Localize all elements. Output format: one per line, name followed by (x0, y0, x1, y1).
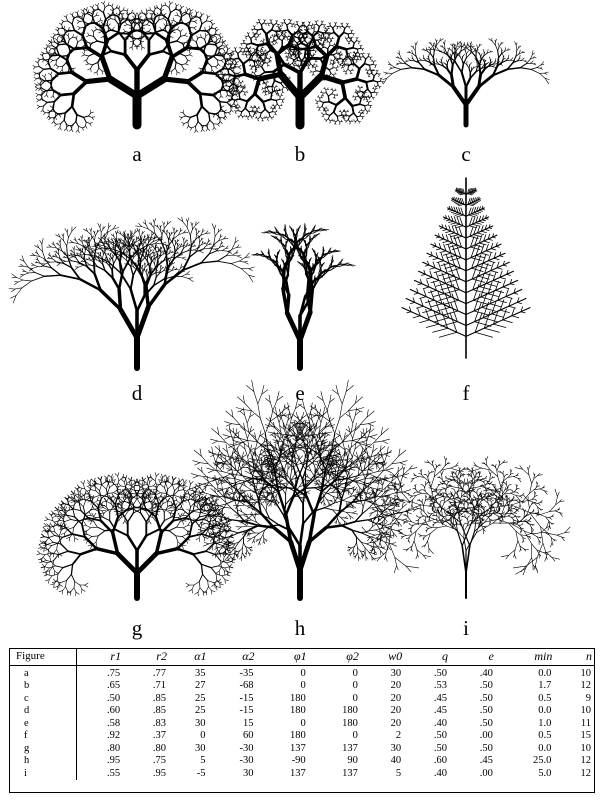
param-cell: 0.0 (538, 742, 552, 754)
param-cell: 180 (342, 717, 358, 729)
param-cell: 9 (585, 692, 591, 704)
caption-d: d (131, 381, 143, 405)
column-header: Figure (10, 649, 76, 665)
parameter-table (9, 648, 595, 793)
param-cell: .95 (152, 767, 166, 779)
param-cell: 0 (352, 730, 358, 741)
param-cell: 20 (390, 692, 402, 704)
param-cell: 137 (289, 742, 306, 754)
table-row (10, 768, 594, 781)
param-cell: 30 (195, 742, 206, 754)
param-cell: 0 (352, 680, 358, 691)
caption-g: g (131, 616, 143, 640)
fern-fractal-tree-icon (402, 178, 530, 358)
table-row (10, 665, 594, 680)
param-cell: .95 (106, 755, 121, 766)
figure-cell: b (10, 680, 76, 693)
param-cell: 25 (195, 692, 206, 704)
param-cell: 0.0 (538, 705, 552, 716)
param-cell: 0 (300, 667, 306, 679)
param-cell: .83 (152, 717, 166, 729)
param-cell: -68 (239, 680, 254, 691)
param-cell: .50 (479, 742, 493, 754)
figure-cell: a (10, 665, 76, 680)
column-header: w0 (361, 649, 404, 665)
param-cell: 10 (580, 667, 591, 679)
param-cell: .71 (152, 680, 166, 691)
column-header: φ2 (309, 649, 361, 665)
param-cell: 90 (347, 755, 358, 766)
param-cell: 0 (352, 667, 358, 679)
param-cell: 10 (580, 742, 591, 754)
param-cell: 25 (195, 705, 206, 716)
param-cell: 60 (243, 730, 254, 741)
param-cell: 180 (289, 705, 306, 716)
param-cell: -35 (239, 667, 254, 679)
curly-fractal-tree-icon (218, 19, 384, 125)
param-cell: 11 (580, 717, 591, 729)
param-cell: 40 (390, 755, 402, 766)
param-cell: 20 (390, 680, 402, 691)
param-cell: .50 (433, 667, 447, 679)
param-cell: .45 (433, 692, 447, 704)
caption-c: c (461, 142, 471, 166)
param-cell: .50 (433, 742, 447, 754)
column-header: n (554, 649, 594, 665)
param-cell: 25.0 (532, 755, 552, 766)
param-cell: 1.7 (538, 680, 552, 691)
caption-e: e (295, 381, 305, 405)
param-cell: 1.0 (538, 717, 552, 729)
param-cell: 35 (195, 667, 206, 679)
param-cell: 12 (580, 767, 591, 779)
column-header: φ1 (257, 649, 309, 665)
param-cell: .50 (479, 692, 493, 704)
param-cell: .85 (152, 705, 166, 716)
param-cell: .50 (479, 680, 493, 691)
figure-cell: d (10, 705, 76, 718)
param-cell: 0.5 (538, 692, 552, 704)
column-header: α2 (209, 649, 257, 665)
param-cell: -15 (239, 705, 254, 716)
param-cell: .37 (152, 730, 166, 741)
param-cell: 30 (243, 767, 254, 779)
param-cell: .40 (433, 767, 447, 779)
param-cell: 180 (342, 705, 358, 716)
param-cell: 0 (300, 680, 306, 691)
leafy-fractal-tree-icon (252, 223, 356, 368)
param-cell: 0 (200, 730, 206, 741)
param-cell: 5 (200, 755, 206, 766)
param-cell: -30 (239, 742, 254, 754)
param-cell: 137 (289, 767, 306, 779)
param-cell: .45 (479, 755, 493, 766)
param-cell: -5 (196, 767, 206, 779)
param-cell: 10 (580, 705, 591, 716)
param-cell: 15 (580, 730, 591, 741)
table-row (10, 730, 594, 743)
param-cell: 30 (390, 742, 402, 754)
param-cell: .45 (433, 705, 447, 716)
param-cell: 2 (395, 730, 402, 741)
param-cell: 12 (580, 680, 591, 691)
table-row (10, 718, 594, 731)
param-cell: .40 (433, 717, 447, 729)
param-cell: .40 (479, 667, 493, 679)
figure-cell: g (10, 743, 76, 756)
column-header: r2 (123, 649, 169, 665)
param-cell: 30 (195, 717, 206, 729)
param-cell: 137 (342, 767, 358, 779)
table-row (10, 693, 594, 706)
figure-cell: f (10, 730, 76, 743)
figure-cell: i (10, 768, 76, 781)
param-cell: .92 (106, 730, 121, 741)
table-row (10, 705, 594, 718)
param-cell: 180 (289, 730, 306, 741)
figure-cell: e (10, 718, 76, 731)
caption-i: i (463, 616, 469, 640)
caption-a: a (132, 142, 142, 166)
param-cell: .58 (106, 717, 121, 729)
caption-b: b (294, 142, 306, 166)
column-header: e (450, 649, 496, 665)
param-cell: .50 (433, 730, 447, 741)
thin-fractal-tree-icon (362, 456, 570, 598)
param-cell: 12 (580, 755, 591, 766)
param-cell: -90 (291, 755, 306, 766)
table-row (10, 680, 594, 693)
param-cell: 0.0 (538, 667, 552, 679)
param-cell: 15 (243, 717, 254, 729)
param-cell: 20 (390, 717, 402, 729)
param-cell: .50 (106, 692, 121, 704)
param-cell: 5 (395, 767, 402, 779)
param-cell: .85 (152, 692, 166, 704)
param-cell: 180 (289, 692, 306, 704)
param-cell: 0.5 (538, 730, 552, 741)
branchy-fractal-tree-icon (9, 217, 255, 368)
param-cell: .60 (433, 755, 447, 766)
param-cell: .50 (479, 717, 493, 729)
figure-cell: c (10, 693, 76, 706)
param-cell: .65 (106, 680, 121, 691)
param-cell: .53 (433, 680, 447, 691)
param-cell: .50 (479, 705, 493, 716)
table-row (10, 755, 594, 768)
param-cell: -30 (239, 755, 254, 766)
param-cell: -15 (239, 692, 254, 704)
dome-fractal-tree-icon (33, 1, 241, 133)
param-cell: .77 (152, 667, 166, 679)
figure-cell: h (10, 755, 76, 768)
param-cell: 20 (390, 705, 402, 716)
column-header: q (404, 649, 450, 665)
param-cell: 0 (352, 692, 358, 704)
table-row (10, 743, 594, 756)
param-cell: 30 (390, 667, 402, 679)
caption-f: f (462, 381, 470, 405)
caption-h: h (294, 616, 306, 640)
param-cell: .55 (106, 767, 121, 779)
param-cell: .60 (106, 705, 121, 716)
param-cell: 137 (342, 742, 358, 754)
param-cell: .80 (106, 742, 121, 754)
column-header: α1 (169, 649, 209, 665)
param-cell: 5.0 (538, 767, 552, 779)
param-cell: 27 (195, 680, 206, 691)
param-cell: .00 (479, 730, 493, 741)
column-header: r1 (76, 649, 123, 665)
param-cell: .00 (479, 767, 493, 779)
param-cell: .75 (106, 667, 121, 679)
table-header-row (10, 649, 594, 665)
param-cell: 0 (300, 717, 306, 729)
column-header: min (496, 649, 554, 665)
sparse-fractal-tree-icon (383, 38, 550, 125)
param-cell: .75 (152, 755, 166, 766)
param-cell: .80 (152, 742, 166, 754)
